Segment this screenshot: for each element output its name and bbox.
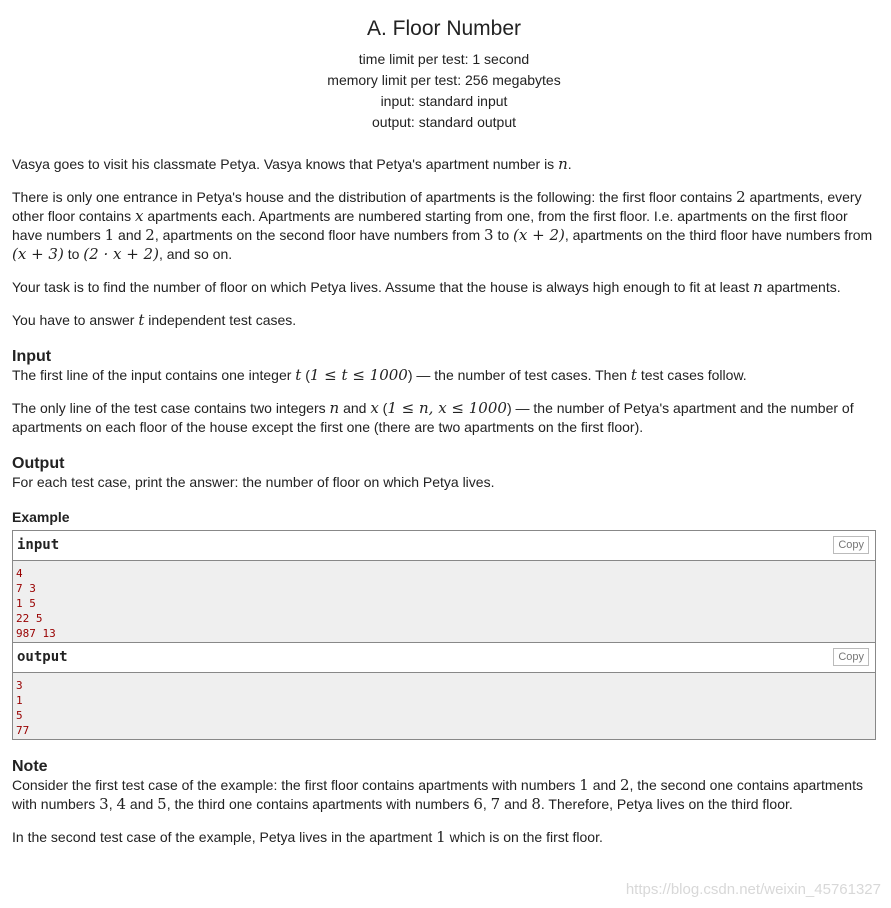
sample-output-line: 5	[16, 709, 23, 722]
sample-output-header	[13, 643, 875, 673]
sample-input-label: input	[17, 537, 60, 553]
sample-output-body[interactable]	[13, 673, 875, 739]
math-n: n	[558, 155, 568, 173]
sample-input-line: 1 5	[16, 597, 36, 610]
copy-output-button[interactable]: Copy	[833, 648, 869, 666]
copy-input-button[interactable]: Copy	[833, 536, 869, 554]
math-number: 3	[484, 226, 494, 244]
text: ,	[482, 796, 491, 812]
text: ,	[108, 796, 117, 812]
problem-title: A. Floor Number	[366, 17, 522, 40]
math-number: 4	[116, 795, 127, 813]
text: , the second one contains apartments with numbers	[12, 777, 863, 812]
math-expression: (2 · x + 2)	[83, 245, 159, 263]
text: The first line of the input contains one integer	[12, 367, 296, 383]
text: You have to answer	[12, 312, 139, 328]
text: and	[339, 400, 371, 416]
text: apartments, every other floor contains	[12, 189, 862, 224]
sample-input-line: 7 3	[16, 582, 36, 595]
text: (	[378, 400, 388, 416]
sample-input-line: 22 5	[16, 612, 43, 625]
note-paragraph-2	[12, 828, 876, 847]
text: and	[500, 796, 532, 812]
statement-paragraph-3	[12, 278, 876, 297]
watermark: https://blog.csdn.net/weixin_45761327	[625, 881, 881, 898]
statement-paragraph-2	[12, 188, 876, 264]
statement-paragraph-4	[12, 311, 876, 330]
input-section-title: Input	[12, 348, 52, 365]
text: independent test cases.	[144, 312, 297, 328]
math-n: n	[329, 399, 340, 417]
text: (	[301, 367, 310, 383]
output-section-title: Output	[12, 455, 65, 472]
math-n: n	[753, 278, 763, 296]
text: In the second test case of the example, Petya lives in the apartment	[12, 829, 437, 845]
statement-paragraph-1	[12, 155, 876, 174]
memory-limit: memory limit per test: 256 megabytes	[327, 72, 561, 88]
sample-input-header	[13, 531, 875, 561]
text: Your task is to find the number of floor on which Petya lives. Assume that the house is always high enough to fit at least	[12, 279, 754, 295]
text: apartments.	[762, 279, 841, 295]
text: to	[493, 227, 514, 243]
text: and	[114, 227, 146, 243]
sample-output-label: output	[17, 649, 68, 665]
text: apartments each. Apartments are numbered starting from one, from the first floor. I.e. apartments on the first floor have numbers	[12, 208, 848, 243]
math-expression: (x + 2)	[513, 226, 565, 244]
output-spec: output: standard output	[372, 114, 516, 130]
math-number: 1	[104, 226, 115, 244]
text: Vasya goes to visit his classmate Petya. Vasya knows that Petya's apartment number is	[12, 156, 559, 172]
math-bound: 1 ≤ n, x ≤ 1000	[387, 399, 507, 417]
sample-output-line: 77	[16, 724, 30, 737]
text: ) — the number of test cases. Then	[407, 367, 631, 383]
input-spec: input: standard input	[380, 93, 508, 109]
time-limit: time limit per test: 1 second	[358, 51, 530, 67]
text: , apartments on the second floor have numbers from	[154, 227, 485, 243]
example-title: Example	[12, 509, 70, 525]
math-number: 2	[619, 776, 630, 794]
math-number: 8	[531, 795, 541, 813]
math-t: t	[138, 311, 145, 329]
note-section-title: Note	[12, 758, 48, 775]
text: ) — the number of Petya's apartment and the number of apartments on each floor of the house except the first one (there are two apartments on the first floor).	[12, 400, 854, 435]
text: which is on the first floor.	[445, 829, 603, 845]
text: to	[63, 246, 84, 262]
problem-limits	[12, 49, 876, 133]
sample-input-body[interactable]	[13, 561, 875, 642]
math-t: t	[295, 366, 302, 384]
input-paragraph-1	[12, 366, 876, 385]
math-number: 7	[490, 795, 501, 813]
note-paragraph-1	[12, 776, 876, 814]
math-number: 1	[579, 776, 589, 794]
input-paragraph-2	[12, 399, 876, 437]
math-x: x	[134, 207, 144, 225]
text: , apartments on the third floor have numbers from	[564, 227, 873, 243]
sample-input-line: 4	[16, 567, 23, 580]
math-expression: (x + 3)	[12, 245, 64, 263]
text: . Therefore, Petya lives on the third floor.	[540, 796, 793, 812]
math-number: 1	[436, 828, 446, 846]
math-number: 2	[145, 226, 155, 244]
math-number: 2	[736, 188, 746, 206]
text: test cases follow.	[636, 367, 747, 383]
text: The only line of the test case contains two integers	[12, 400, 330, 416]
text: Consider the first test case of the example: the first floor contains apartments with numbers	[12, 777, 580, 793]
sample-input-line: 987 13	[16, 627, 56, 640]
sample-output-line: 3	[16, 679, 23, 692]
text: There is only one entrance in Petya's house and the distribution of apartments is the following: the first floor contains	[12, 189, 737, 205]
problem-header	[12, 0, 876, 133]
math-t: t	[630, 366, 637, 384]
text: and	[126, 796, 158, 812]
math-number: 3	[99, 795, 109, 813]
problem-page	[12, 0, 876, 847]
math-bound: 1 ≤ t ≤ 1000	[309, 366, 408, 384]
math-number: 6	[473, 795, 483, 813]
sample-output-line: 1	[16, 694, 23, 707]
text: , and so on.	[158, 246, 233, 262]
text: and	[588, 777, 620, 793]
math-number: 5	[157, 795, 167, 813]
sample-test	[12, 530, 876, 740]
text: .	[567, 156, 572, 172]
math-x: x	[370, 399, 379, 417]
text: , the third one contains apartments with numbers	[166, 796, 474, 812]
output-paragraph: For each test case, print the answer: the number of floor on which Petya lives.	[12, 474, 495, 490]
